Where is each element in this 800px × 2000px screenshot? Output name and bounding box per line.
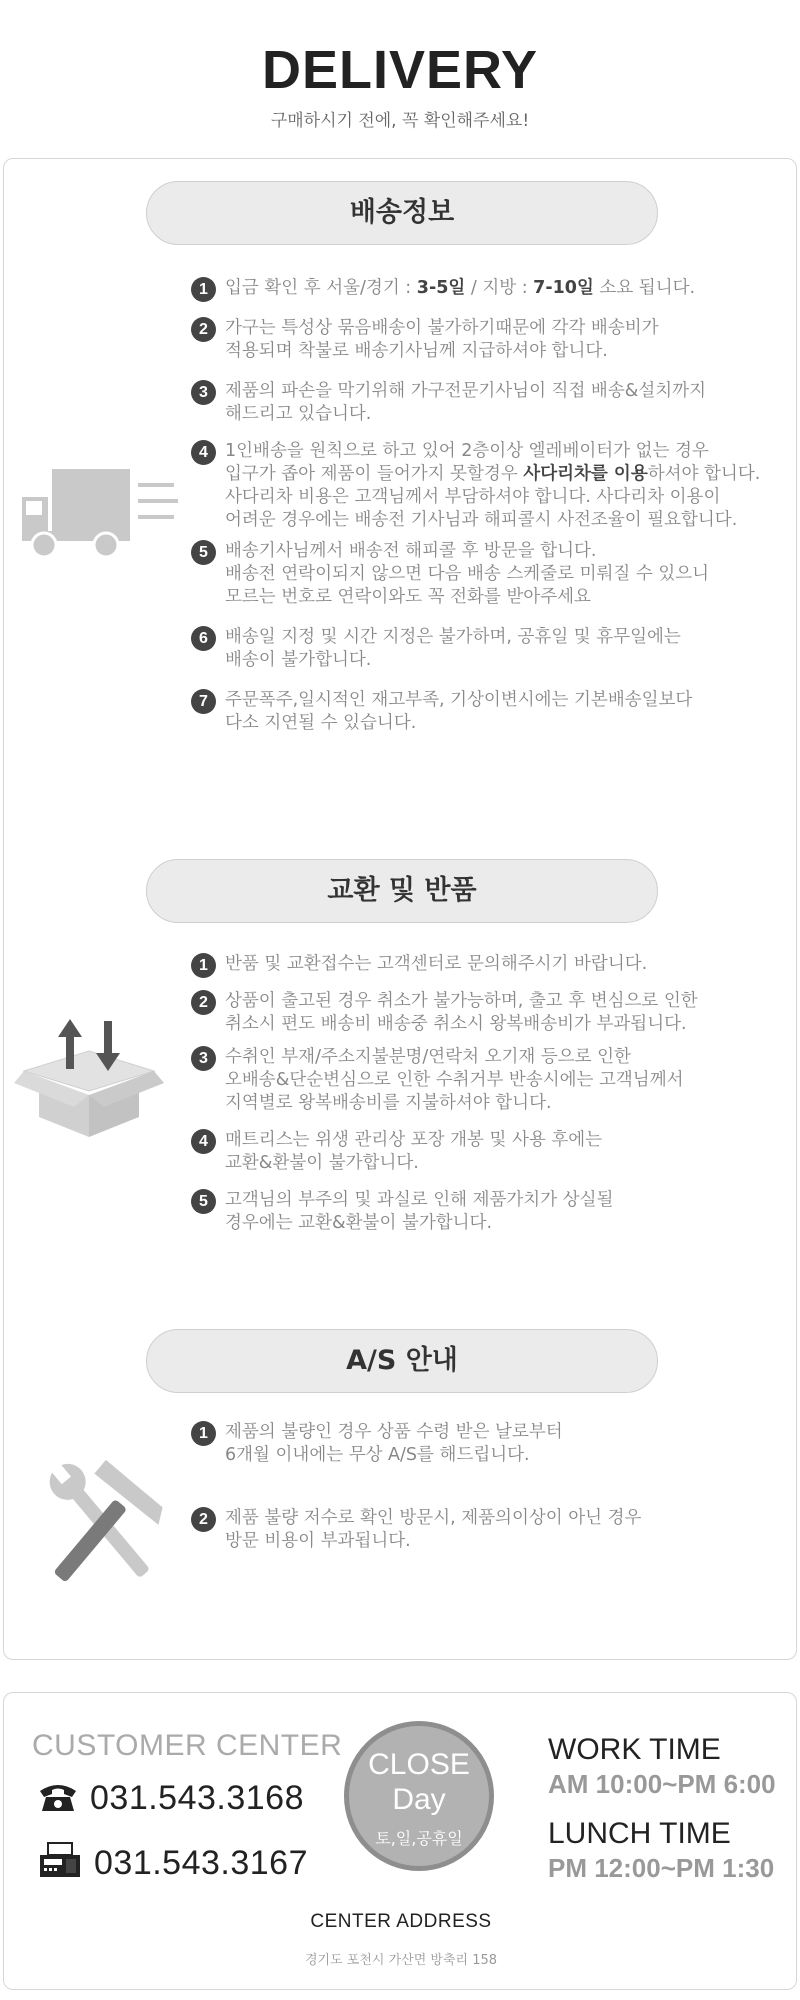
item-text-line: 경우에는 교환&환불이 불가합니다. [225, 1213, 493, 1233]
customer-center-panel [3, 1692, 797, 1990]
list-item [191, 380, 791, 426]
fax-row [38, 1841, 308, 1885]
item-number-badge: 6 [191, 626, 216, 651]
work-time-value: AM 10:00~PM 6:00 [548, 1769, 776, 1799]
list-item [191, 540, 791, 609]
telephone-icon [38, 1781, 78, 1817]
center-address-title: CENTER ADDRESS [310, 1911, 492, 1932]
item-text-line: 반품 및 교환접수는 고객센터로 문의해주시기 바랍니다. [225, 954, 648, 974]
item-text-line: 고객님의 부주의 및 과실로 인해 제품가치가 상실될 [225, 1190, 614, 1210]
lunch-time-value: PM 12:00~PM 1:30 [548, 1853, 775, 1883]
item-number-badge: 7 [191, 689, 216, 714]
item-number-badge: 1 [191, 953, 216, 978]
item-text-line: 가구는 특성상 묶음배송이 불가하기때문에 각각 배송비가 [225, 318, 659, 338]
item-text-line: 6개월 이내에는 무상 A/S를 해드립니다. [225, 1445, 530, 1465]
list-item [191, 1507, 791, 1553]
item-text-line: 해드리고 있습니다. [225, 404, 372, 424]
item-number-badge: 4 [191, 1129, 216, 1154]
day-label: Day [392, 1783, 446, 1816]
work-time-block [548, 1733, 776, 1800]
list-item [191, 317, 791, 363]
list-item [191, 990, 791, 1036]
list-item [191, 1046, 791, 1115]
list-item [191, 1129, 791, 1175]
item-text-line: 1인배송을 원칙으로 하고 있어 2층이상 엘레베이터가 없는 경우 [225, 441, 709, 461]
fax-icon [38, 1841, 82, 1885]
list-item [191, 1421, 791, 1467]
lunch-time-label: LUNCH TIME [548, 1817, 731, 1850]
list-item [191, 689, 791, 735]
list-item [191, 440, 791, 532]
page-title: DELIVERY [261, 40, 539, 100]
item-text-line: 방문 비용이 부과됩니다. [225, 1531, 411, 1551]
item-text-line: 어려운 경우에는 배송전 기사님과 해피콜시 사전조율이 필요합니다. [225, 510, 738, 530]
item-text-line: 지역별로 왕복배송비를 지불하셔야 합니다. [225, 1093, 552, 1113]
list-item [191, 277, 791, 300]
item-text-line: 적용되며 착불로 배송기사님께 지급하셔야 합니다. [225, 341, 608, 361]
item-text-line: 상품이 출고된 경우 취소가 불가능하며, 출고 후 변심으로 인한 [225, 991, 698, 1011]
item-text-line: 배송이 불가합니다. [225, 650, 372, 670]
item-text-line: 배송기사님께서 배송전 해피콜 후 방문을 합니다. [225, 541, 597, 561]
tools-icon [28, 1459, 178, 1593]
item-text-line: 수취인 부재/주소지불분명/연락처 오기재 등으로 인한 [225, 1047, 631, 1067]
as-section-title: A/S 안내 [146, 1329, 658, 1393]
box-exchange-icon [14, 1019, 164, 1143]
item-text-line: 입구가 좁아 제품이 들어가지 못할경우 사다리차를 이용하셔야 합니다. [225, 464, 761, 484]
phone-number[interactable]: 031.543.3168 [90, 1779, 304, 1817]
item-text-line: 배송전 연락이되지 않으면 다음 배송 스케줄로 미뤄질 수 있으니 [225, 564, 710, 584]
info-panel [3, 158, 797, 1660]
delivery-section-title: 배송정보 [146, 181, 658, 245]
item-text-line: 취소시 편도 배송비 배송중 취소시 왕복배송비가 부과됩니다. [225, 1014, 687, 1034]
customer-center-title: CUSTOMER CENTER [32, 1729, 343, 1762]
item-text-line: 모르는 번호로 연락이와도 꼭 전화를 받아주세요 [225, 587, 591, 607]
item-number-badge: 4 [191, 440, 216, 465]
item-number-badge: 1 [191, 1421, 216, 1446]
delivery-list [191, 277, 791, 735]
item-text-line: 제품의 파손을 막기위해 가구전문기사님이 직접 배송&설치까지 [225, 381, 706, 401]
list-item [191, 1189, 791, 1235]
center-address: 경기도 포천시 가산면 방축리 158 [304, 1953, 498, 1968]
close-day-badge [344, 1721, 494, 1871]
work-time-label: WORK TIME [548, 1733, 721, 1766]
truck-icon [18, 463, 178, 567]
list-item [191, 626, 791, 672]
item-number-badge: 5 [191, 1189, 216, 1214]
item-text-line: 오배송&단순변심으로 인한 수취거부 반송시에는 고객님께서 [225, 1070, 684, 1090]
exchange-list [191, 953, 791, 1235]
item-text-line: 배송일 지정 및 시간 지정은 불가하며, 공휴일 및 휴무일에는 [225, 627, 681, 647]
item-text-line: 사다리차 비용은 고객님께서 부담하셔야 합니다. 사다리차 이용이 [225, 487, 721, 507]
item-number-badge: 3 [191, 380, 216, 405]
item-text-line: 매트리스는 위생 관리상 포장 개봉 및 사용 후에는 [225, 1130, 603, 1150]
exchange-section-title: 교환 및 반품 [146, 859, 658, 923]
fax-number: 031.543.3167 [94, 1843, 308, 1882]
page-subtitle: 구매하시기 전에, 꼭 확인해주세요! [270, 111, 530, 131]
item-text-line: 제품의 불량인 경우 상품 수령 받은 날로부터 [225, 1422, 563, 1442]
item-number-badge: 2 [191, 317, 216, 342]
lunch-time-block [548, 1817, 774, 1884]
item-text-line: 다소 지연될 수 있습니다. [225, 713, 417, 733]
as-list [191, 1421, 791, 1553]
item-text-line: 교환&환불이 불가합니다. [225, 1153, 419, 1173]
item-number-badge: 3 [191, 1046, 216, 1071]
close-label: CLOSE [368, 1748, 470, 1781]
page-header [0, 40, 800, 131]
item-number-badge: 5 [191, 540, 216, 565]
item-text-line: 입금 확인 후 서울/경기 : 3-5일 / 지방 : 7-10일 소요 됩니다. [225, 278, 696, 298]
item-text-line: 제품 불량 저수로 확인 방문시, 제품의이상이 아닌 경우 [225, 1508, 642, 1528]
item-number-badge: 1 [191, 277, 216, 302]
phone-row [38, 1779, 304, 1818]
item-number-badge: 2 [191, 1507, 216, 1532]
list-item [191, 953, 791, 976]
item-text-line: 주문폭주,일시적인 재고부족, 기상이변시에는 기본배송일보다 [225, 690, 693, 710]
item-number-badge: 2 [191, 990, 216, 1015]
close-days: 토,일,공휴일 [375, 1829, 463, 1848]
